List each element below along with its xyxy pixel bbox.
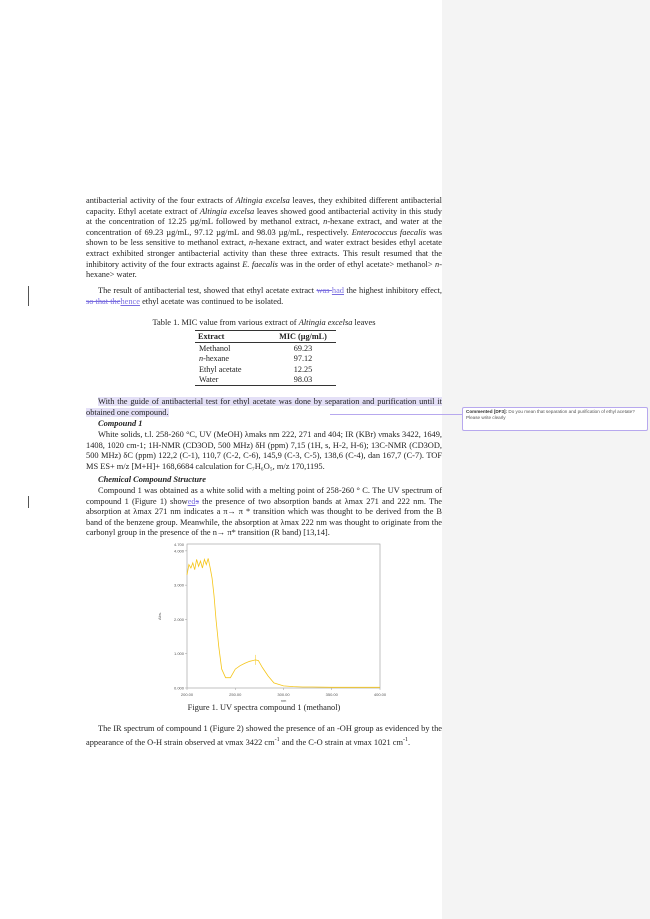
italic-run: n bbox=[199, 354, 204, 364]
heading-chemical-structure bbox=[86, 475, 442, 486]
chart-background bbox=[155, 538, 390, 703]
cell-extract bbox=[195, 375, 270, 386]
superscript: -1 bbox=[403, 736, 409, 743]
cell-text: Water bbox=[199, 375, 219, 385]
table-row bbox=[195, 354, 336, 365]
x-tick-label: 200.00 bbox=[180, 692, 194, 697]
italic-run: n bbox=[435, 259, 440, 269]
paragraph-text: White solids, t.l. 258-260 °C, UV (MeOH) λmaks nm 222, 271 and 404; IR (KBr) νmaks 3422, 1649, 1408, 1020 cm-1; 1H-NMR (CD3OD, 500 MHz) δH (ppm) 7,15 (1H, s, H-2, H-6); 13C-NMR (CD3OD, 500 MHz) δC (ppm) 122,2 (C-1), 110,7 (C-2, C-6), 145,9 (C-3, C-5), 138,6 (C-4), dan 167,7 (C-7). TOF MS ES+ m/z [M+H]+ 168,6684 calculation for C₇H₆O₅, m/z 170,1195. bbox=[86, 430, 442, 471]
comment-label: Commented [DF3]: bbox=[466, 409, 508, 414]
markup-pane bbox=[442, 0, 650, 919]
text-run: . bbox=[408, 737, 411, 747]
x-axis-label: nm bbox=[280, 698, 287, 703]
text-run: leaves, they exhibited different antibacterial capacity. Ethyl acetate extract of bbox=[86, 196, 442, 216]
text-run: -hexane extract, and water extract besides ethyl acetate extract exhibited stronger antibacterial activity than these three extracts. This result resumed that the inhibitory activity of the four extracts against bbox=[86, 238, 442, 269]
text-run: ethyl acetate was continued to be isolated. bbox=[139, 296, 284, 306]
paragraph-guide[interactable] bbox=[86, 397, 442, 418]
y-axis-label: Abs. bbox=[157, 611, 162, 621]
tracked-insertion[interactable]: ed bbox=[187, 496, 196, 506]
cell-text: Methanol bbox=[199, 343, 231, 353]
cell-extract bbox=[195, 354, 270, 365]
text-run: antibacterial activity of the four extracts of bbox=[86, 196, 236, 205]
text-run: the highest inhibitory effect, bbox=[344, 286, 442, 295]
x-tick-label: 250.00 bbox=[229, 692, 242, 697]
cell-mic: 69.23 bbox=[293, 343, 313, 353]
y-top-label: 4.700 bbox=[173, 542, 184, 547]
table-row bbox=[195, 364, 336, 375]
change-bar bbox=[28, 286, 29, 306]
text-run: was shown to be less sensitive to methanol extract, bbox=[86, 227, 442, 248]
commented-text[interactable]: With the guide of antibacterial test for ethyl acetate was done by separation and purification until it obtained one compound. bbox=[86, 397, 442, 417]
y-tick-label: 3.000 bbox=[173, 582, 184, 588]
text-run: The IR spectrum of compound 1 (Figure 2) showed the presence of an -OH group as evidenced by the appearance of the O-H strain observed at νmax 3422 cm bbox=[86, 724, 442, 747]
cell-extract bbox=[195, 343, 270, 354]
text-run: was in the order of ethyl acetate> methanol> bbox=[277, 259, 436, 269]
text-run: leaves bbox=[352, 318, 376, 327]
uv-spectrum-chart bbox=[155, 538, 390, 703]
italic-run: Altingia excelsa bbox=[199, 206, 255, 216]
italic-run: E. faecalis bbox=[242, 259, 278, 269]
tracked-insertion[interactable]: had bbox=[331, 286, 344, 295]
y-tick-label: 4.000 bbox=[173, 548, 184, 554]
paragraph-antibacterial-result[interactable] bbox=[86, 286, 442, 307]
text-run: -hexane extract, and water at the concentration of 69.23 µg/mL, 97.12 µg/mL and 98.03 µg/mL, respectively. bbox=[86, 217, 442, 237]
comment-connector bbox=[330, 414, 462, 415]
cell-mic: 98.03 bbox=[270, 375, 336, 386]
heading-text: Compound 1 bbox=[98, 419, 143, 428]
comment-text: Do you mean that separation and purification of ethyl acetate? Please write clearly bbox=[466, 409, 635, 420]
text-run: leaves showed good antibacterial activity in this study at the concentration of 12.25 µg/mL followed by methanol extract, bbox=[86, 206, 442, 227]
cell-extract bbox=[195, 364, 270, 375]
y-tick-label: 1.000 bbox=[173, 651, 184, 657]
italic-run: Altingia excelsa bbox=[298, 318, 353, 327]
paragraph-compound-data bbox=[86, 430, 442, 472]
tracked-insertion[interactable]: hence bbox=[120, 296, 140, 306]
x-tick-label: 300.00 bbox=[277, 692, 290, 697]
text-run: Table 1. MIC value from various extract of bbox=[152, 318, 299, 327]
text-run: the presence of two absorption bands at λmax 271 and 222 nm. The absorption at λmax 271 nm indicates a π→ π * transition which was thought to be derived from the B band of the benzene group. Meanwhile, the absorption at λmax 222 nm was thought to originate from the carbonyl group in the presence of the n→ π* transition (R band) [13,14]. bbox=[86, 496, 443, 538]
column-header-mic: MIC (µg/mL) bbox=[270, 331, 336, 343]
superscript: -1 bbox=[274, 736, 280, 743]
italic-run: Enterococcus faecalis bbox=[351, 227, 426, 237]
heading-compound-1 bbox=[86, 419, 442, 430]
mic-table bbox=[195, 330, 336, 386]
italic-run: Altingia excelsa bbox=[235, 196, 290, 205]
table-row bbox=[195, 375, 336, 386]
x-tick-label: 400.00 bbox=[373, 692, 387, 697]
table-header-row bbox=[195, 331, 336, 343]
italic-run: n bbox=[248, 238, 254, 248]
column-header-extract: Extract bbox=[195, 331, 270, 343]
x-tick-label: 350.00 bbox=[325, 692, 338, 697]
cell-mic: 12.25 bbox=[293, 364, 313, 374]
paragraph-ir-spectrum bbox=[86, 724, 442, 748]
text-run: -hexane> water. bbox=[86, 259, 443, 280]
tracked-deletion[interactable]: s bbox=[195, 496, 199, 506]
change-bar bbox=[28, 496, 29, 508]
chart-svg bbox=[155, 538, 390, 703]
y-tick-label: 2.000 bbox=[173, 616, 184, 622]
cell-text: Ethyl acetate bbox=[199, 364, 242, 374]
figure-caption: Figure 1. UV spectra compound 1 (methanol) bbox=[187, 703, 341, 712]
paragraph-antibacterial-activity bbox=[86, 196, 442, 281]
y-tick-label: 0.000 bbox=[173, 685, 184, 691]
table-caption bbox=[86, 318, 442, 327]
table-row bbox=[195, 343, 336, 354]
heading-text: Chemical Compound Structure bbox=[98, 475, 206, 484]
text-run: and the C-O strain at νmax 1021 cm bbox=[279, 737, 404, 747]
text-run: Compound 1 was obtained as a white solid with a melting point of 258-260 ° C. The UV spectrum of compound 1 (Figure 1) show bbox=[86, 486, 442, 506]
cell-mic: 97.12 bbox=[293, 354, 313, 364]
tracked-deletion[interactable]: was bbox=[316, 286, 332, 295]
tracked-deletion[interactable]: so that the bbox=[86, 296, 121, 306]
text-run: The result of antibacterial test, showed that ethyl acetate extract bbox=[98, 286, 317, 295]
comment-balloon[interactable] bbox=[462, 407, 648, 431]
paragraph-uv-spectrum[interactable] bbox=[86, 486, 442, 539]
cell-text: -hexane bbox=[203, 354, 230, 364]
italic-run: n bbox=[323, 217, 328, 227]
